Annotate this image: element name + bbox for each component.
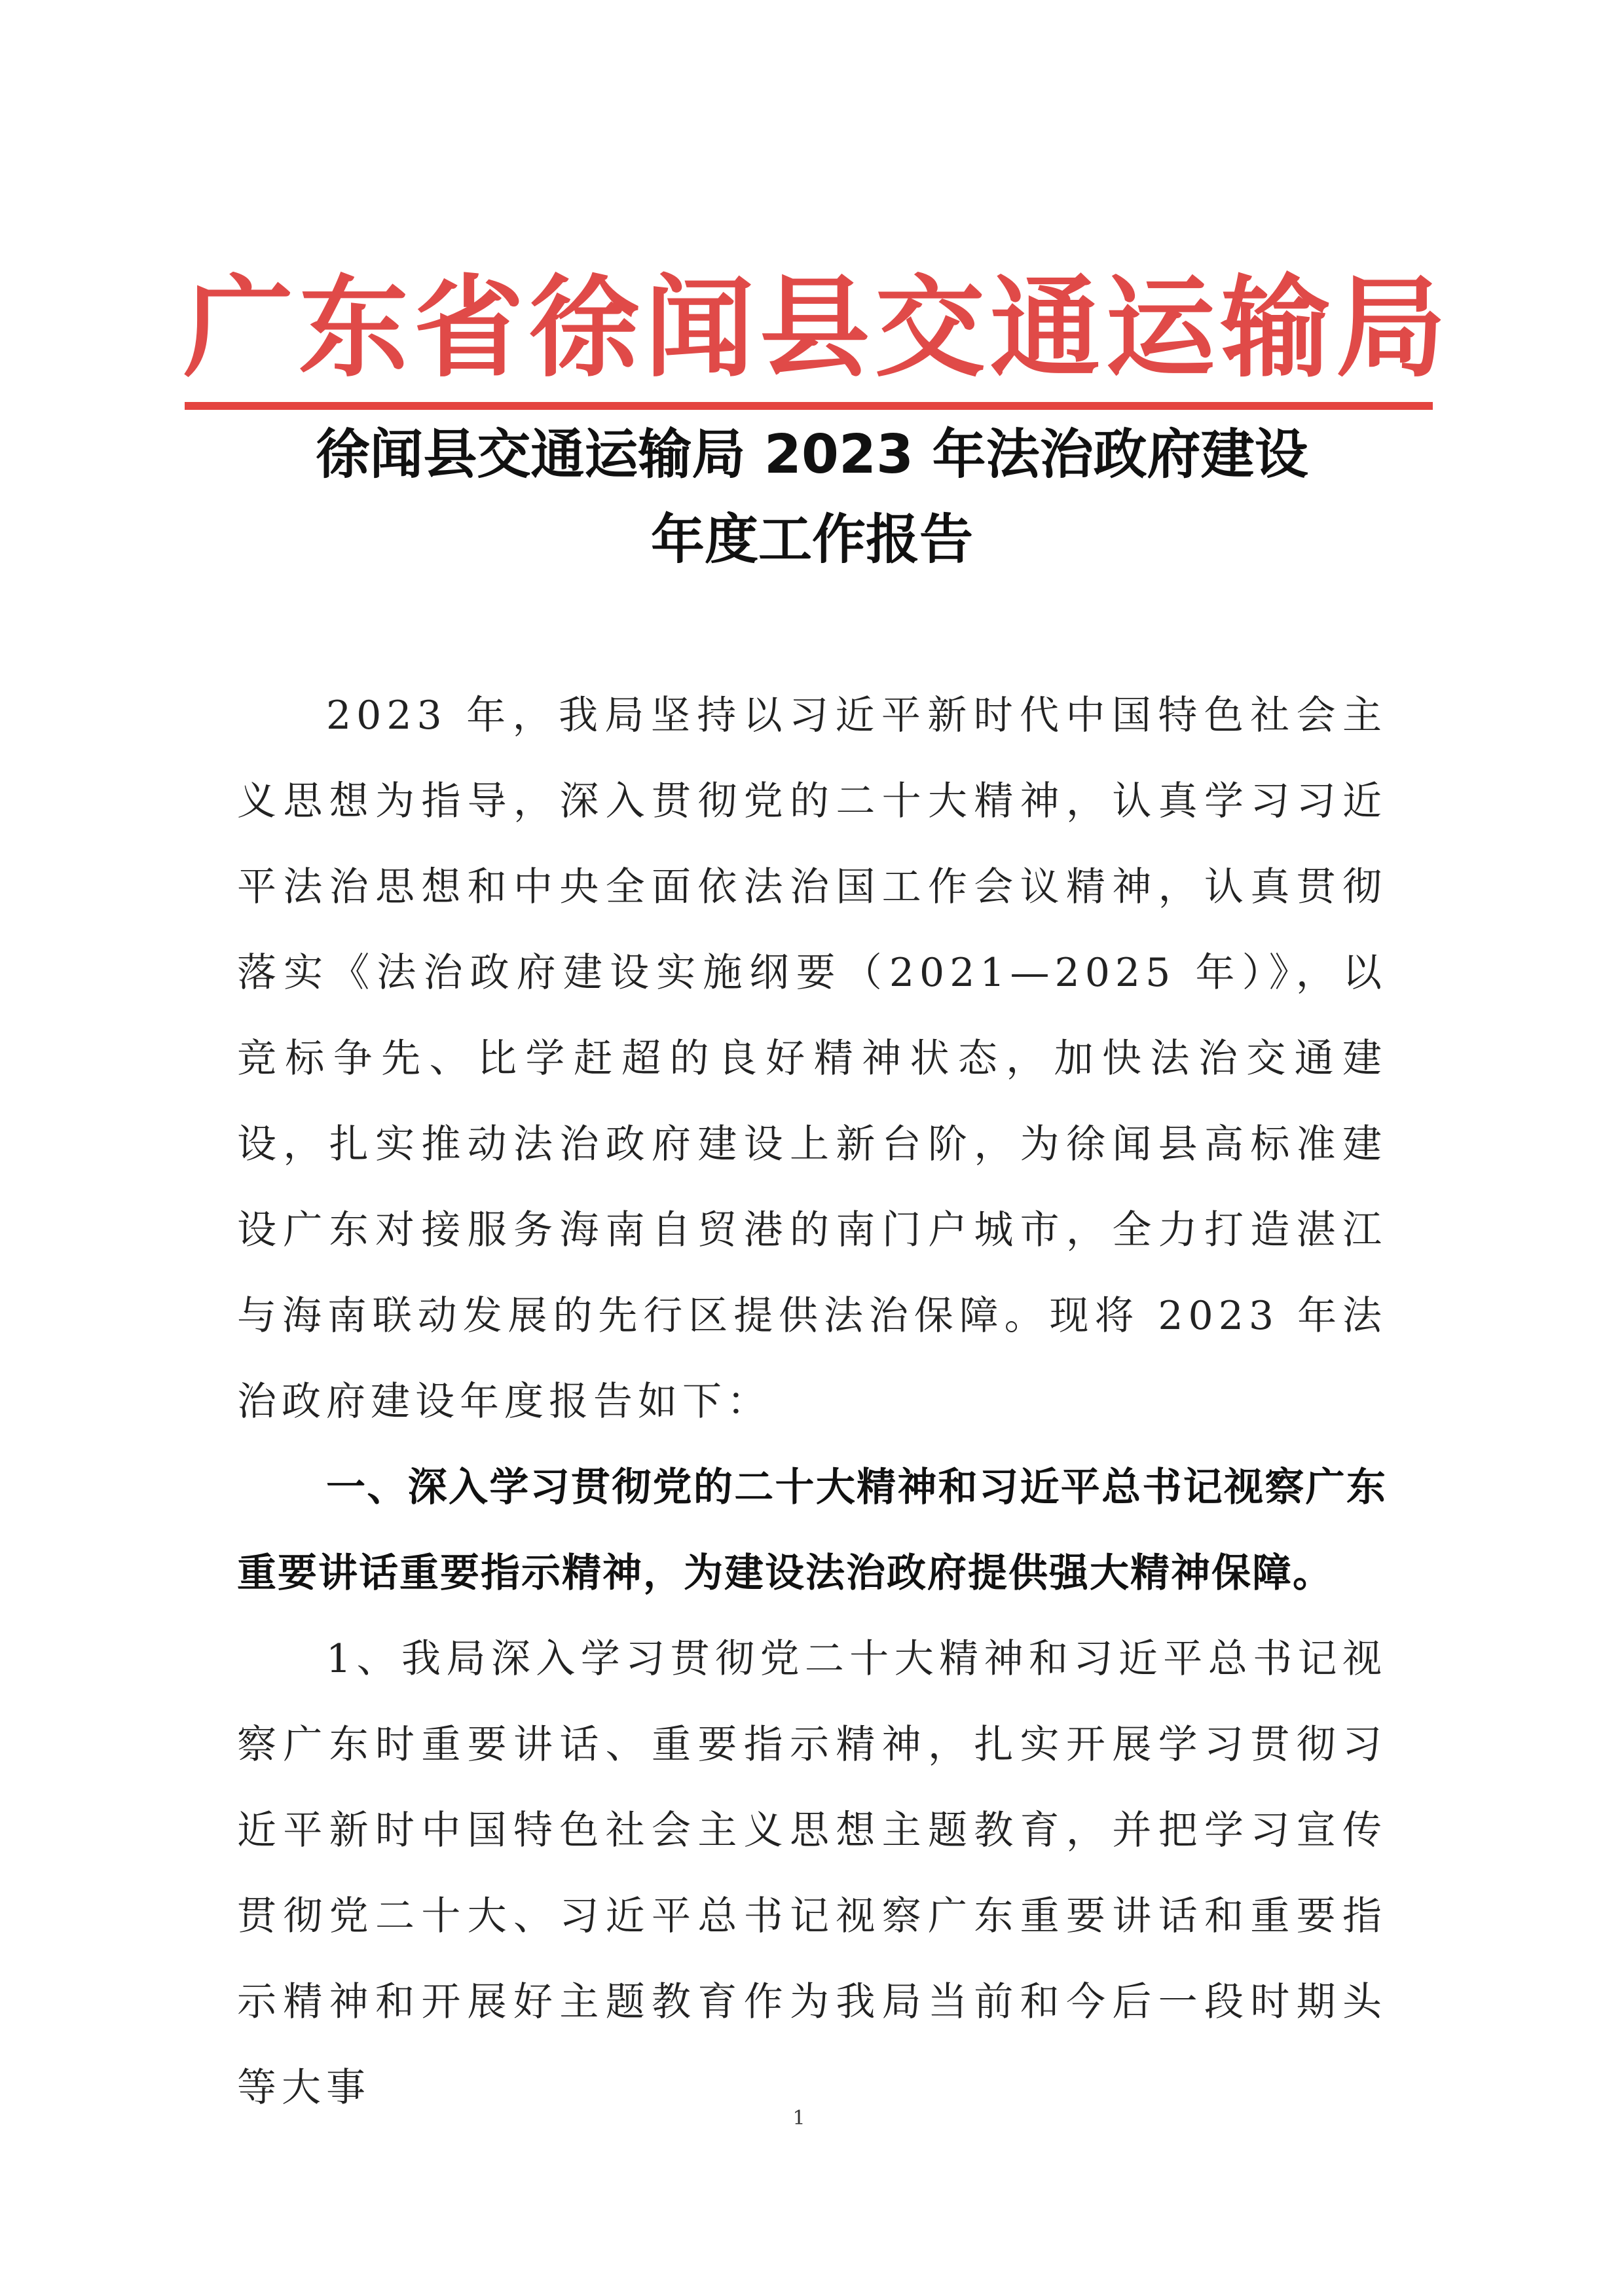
document-title-line-1: 徐闻县交通运输局 2023 年法治政府建设 — [316, 424, 1308, 486]
item-paragraph-1: 1、我局深入学习贯彻党二十大精神和习近平总书记视察广东时重要讲话、重要指示精神，扎实开展学习贯彻习近平新时中国特色社会主义思想主题教育，并把学习宣传贯彻党二十大、习近平总书记视察广东重要讲话和重要指示精神和开展好主题教育作为我局当前和今后一段时期头等大事 — [237, 1636, 1387, 2111]
document-body — [237, 673, 1387, 2131]
page-number: 1 — [792, 2107, 805, 2130]
intro-paragraph: 2023 年，我局坚持以习近平新时代中国特色社会主义思想为指导，深入贯彻党的二十大精神，认真学习习近平法治思想和中央全面依法治国工作会议精神，认真贯彻落实《法治政府建设实施纲要（2021—2025 年）》，以竞标争先、比学赶超的良好精神状态，加快法治交通建设，扎实推动法治政府建设上新台阶，为徐闻县高标准建设广东对接服务海南自贸港的南门户城市，全力打造湛江与海南联动发展的先行区提供法治保障。现将 2023 年法治政府建设年度报告如下： — [237, 693, 1387, 1425]
section-heading-1: 一、深入学习贯彻党的二十大精神和习近平总书记视察广东重要讲话重要指示精神，为建设法治政府提供强大精神保障。 — [237, 1465, 1387, 1596]
document-title — [196, 412, 1428, 583]
document-title-line-2: 年度工作报告 — [650, 509, 973, 571]
letterhead-org-name: 广东省徐闻县交通运输局 — [183, 263, 1451, 392]
letterhead-red-rule — [185, 402, 1433, 410]
